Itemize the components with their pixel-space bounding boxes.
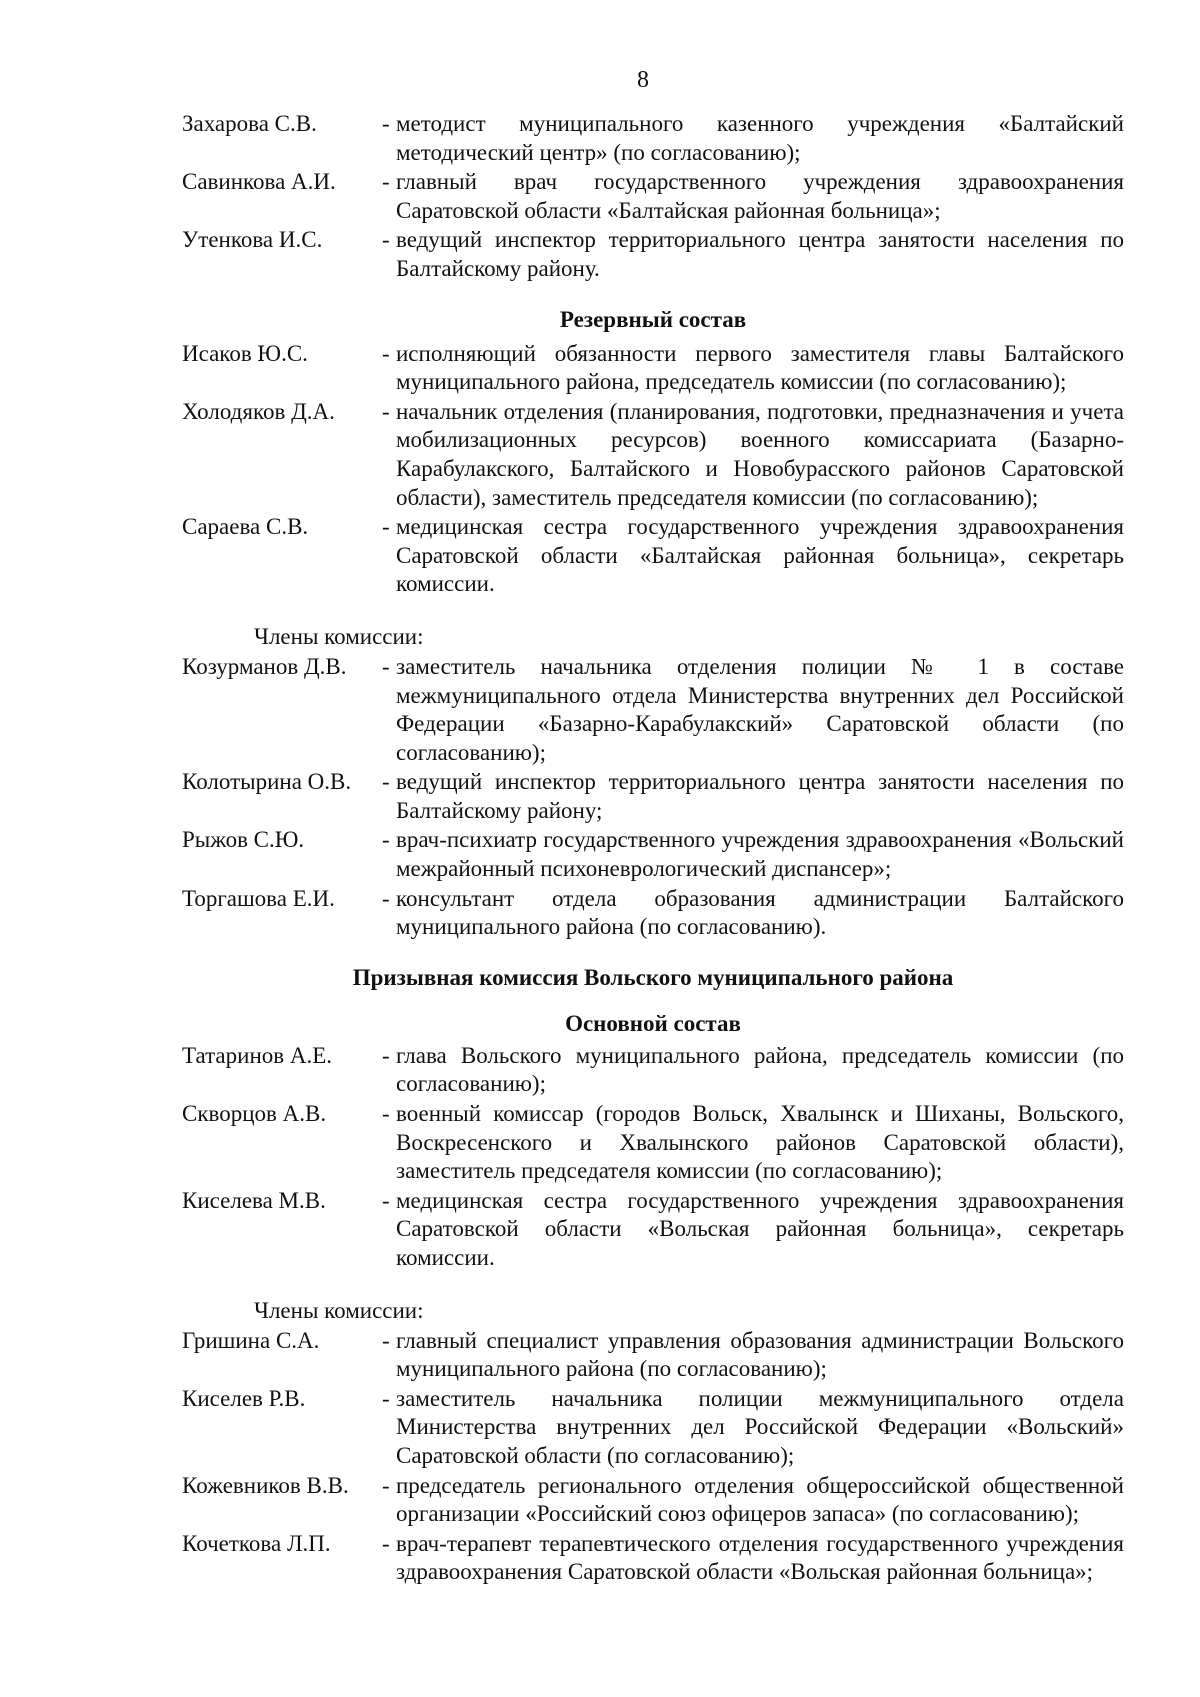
member-name: Утенкова И.С. (182, 227, 323, 253)
member-role: главный специалист управления образования администрации Вольского муниципального района (по согласованию); (396, 1327, 1124, 1382)
member-entry (182, 168, 1124, 225)
dash: - (382, 340, 390, 366)
member-name: Захарова С.В. (182, 111, 317, 136)
member-name: Кочеткова Л.П. (182, 1530, 331, 1556)
member-role: врач-терапевт терапевтического отделения государственного учреждения здравоохранения Саратовской области «Вольская районная больница»; (396, 1530, 1124, 1585)
member-entry (182, 110, 1124, 167)
member-entry (182, 1187, 1124, 1273)
member-entry (182, 398, 1124, 512)
member-role: заместитель начальника отделения полиции № 1 в составе межмуниципального отдела Министерства внутренних дел Российской Федерации «Базарно-Карабулакский» Саратовской области (по согласованию); (396, 653, 1124, 765)
member-name: Торгашова Е.И. (182, 885, 335, 911)
member-entry (182, 1385, 1124, 1471)
member-role: военный комиссар (городов Вольск, Хвалынск и Шиханы, Вольского, Воскресенского и Хвалынского районов Саратовской области), заместитель председателя комиссии (по согласованию); (396, 1101, 1124, 1184)
member-entry (182, 513, 1124, 599)
member-entry (182, 826, 1124, 883)
member-name: Савинкова А.И. (182, 169, 336, 195)
reserve-entries (182, 340, 1124, 599)
main-members (182, 1327, 1124, 1587)
member-role: медицинская сестра государственного учреждения здравоохранения Саратовской области «Вольская районная больница», секретарь комиссии. (396, 1187, 1124, 1270)
member-entry (182, 653, 1124, 767)
dash: - (382, 827, 390, 853)
member-entry (182, 1100, 1124, 1186)
dash: - (382, 169, 390, 195)
member-name: Киселева М.В. (182, 1187, 326, 1213)
member-role: начальник отделения (планирования, подготовки, предназначения и учета мобилизационных ресурсов) военного комиссариата (Базарно-Карабулакского, Балтайского и Новобурасского районов Саратовской области), заместитель председателя комиссии (по согласованию); (396, 398, 1124, 510)
member-role: заместитель начальника полиции межмуниципального отдела Министерства внутренних дел Российской Федерации «Вольский» Саратовской области (по согласованию); (396, 1385, 1124, 1468)
member-role: исполняющий обязанности первого заместителя главы Балтайского муниципального района, председатель комиссии (по согласованию); (396, 340, 1124, 395)
member-entry (182, 1327, 1124, 1384)
member-entry (182, 885, 1124, 942)
main-entries (182, 1042, 1124, 1273)
member-role: консультант отдела образования администрации Балтайского муниципального района (по согласованию). (396, 885, 1124, 940)
member-name: Исаков Ю.С. (182, 340, 308, 366)
dash: - (382, 1187, 390, 1213)
section1-entries (182, 110, 1124, 284)
dash: - (382, 398, 390, 424)
member-name: Гришина С.А. (182, 1327, 320, 1353)
dash: - (382, 1101, 390, 1127)
member-entry (182, 340, 1124, 397)
dash: - (382, 1327, 390, 1353)
member-role: методист муниципального казенного учреждения «Балтайский методический центр» (по согласованию); (396, 111, 1124, 165)
member-name: Козурманов Д.В. (182, 653, 347, 679)
member-name: Холодяков Д.А. (182, 398, 335, 424)
dash: - (382, 885, 390, 911)
member-entry (182, 1530, 1124, 1587)
dash: - (382, 769, 390, 795)
page-number: 8 (637, 67, 649, 93)
member-role: врач-психиатр государственного учреждения здравоохранения «Вольский межрайонный психоневрологический диспансер»; (396, 827, 1124, 882)
member-name: Татаринов А.Е. (182, 1042, 333, 1068)
member-role: глава Вольского муниципального района, председатель комиссии (по согласованию); (396, 1042, 1124, 1097)
members-label: Члены комиссии: (254, 623, 424, 649)
main-heading: Основной состав (565, 1010, 741, 1036)
commission-heading: Призывная комиссия Вольского муниципального района (352, 964, 954, 990)
dash: - (382, 653, 390, 679)
member-name: Рыжов С.Ю. (182, 827, 305, 853)
member-role: медицинская сестра государственного учреждения здравоохранения Саратовской области «Балтайская районная больница», секретарь комиссии. (396, 514, 1124, 597)
dash: - (382, 1042, 390, 1068)
member-name: Киселев Р.В. (182, 1385, 306, 1411)
member-role: главный врач государственного учреждения здравоохранения Саратовской области «Балтайская районная больница»; (396, 169, 1124, 223)
member-name: Кожевников В.В. (182, 1472, 349, 1498)
reserve-heading: Резервный состав (559, 306, 747, 332)
reserve-members (182, 653, 1124, 942)
member-entry (182, 226, 1124, 283)
dash: - (382, 1530, 390, 1556)
member-entry (182, 768, 1124, 825)
dash: - (382, 1472, 390, 1498)
dash: - (382, 227, 390, 253)
members-label: Члены комиссии: (254, 1297, 424, 1323)
member-name: Сараева С.В. (182, 514, 309, 540)
dash: - (382, 111, 390, 136)
member-name: Скворцов А.В. (182, 1101, 327, 1127)
member-role: ведущий инспектор территориального центра занятости населения по Балтайскому району. (396, 227, 1124, 281)
member-entry (182, 1472, 1124, 1529)
dash: - (382, 514, 390, 540)
member-role: ведущий инспектор территориального центра занятости населения по Балтайскому району; (396, 769, 1124, 823)
member-role: председатель регионального отделения общероссийской общественной организации «Российский союз офицеров запаса» (по согласованию); (396, 1472, 1124, 1527)
dash: - (382, 1385, 390, 1411)
member-name: Колотырина О.В. (182, 769, 352, 795)
member-entry (182, 1042, 1124, 1099)
